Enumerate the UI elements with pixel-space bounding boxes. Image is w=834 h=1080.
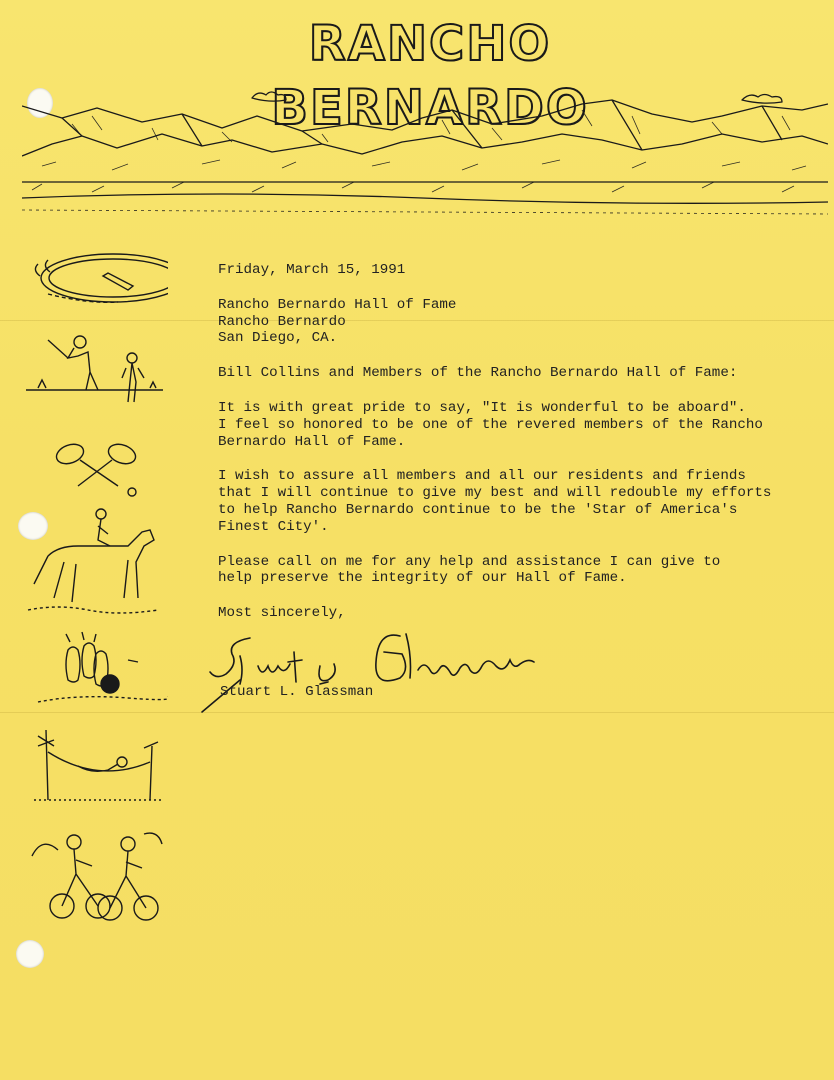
recipient-line: Rancho Bernardo Hall of Fame: [218, 296, 457, 313]
golfers-icon: [18, 328, 168, 422]
swimming-pool-icon: [18, 246, 168, 312]
paragraph: It is with great pride to say, "It is wonderful to be aboard". I feel so honored to be one of the revered members of the Rancho Bernardo Hall of Fame.: [218, 399, 763, 450]
salutation: Bill Collins and Members of the Rancho Bernardo Hall of Fame:: [218, 365, 738, 382]
tennis-rackets-icon: [18, 440, 168, 498]
paragraph: I wish to assure all members and all our residents and friends that I will continue to give my best and will redouble my efforts to help Rancho Bernardo continue to be the 'Star of America's Finest City'.: [218, 468, 772, 535]
letter-body: [218, 262, 818, 622]
recipient-line: San Diego, CA.: [218, 330, 338, 347]
recipient-line: Rancho Bernardo: [218, 313, 346, 330]
punch-hole: [16, 940, 44, 968]
cyclists-icon: [18, 826, 168, 922]
signer-typed-name: Stuart L. Glassman: [220, 684, 374, 700]
hammock-icon: [18, 726, 168, 806]
paragraph: Please call on me for any help and assistance I can give to help preserve the integrity of our Hall of Fame.: [218, 553, 721, 587]
bowling-icon: [18, 630, 168, 716]
closing: Most sincerely,: [218, 605, 346, 622]
handwritten-signature: [200, 626, 560, 716]
horse-rider-icon: [18, 506, 168, 618]
letter-date: Friday, March 15, 1991: [218, 262, 406, 278]
mountain-landscape-illustration: [22, 86, 828, 226]
letterhead-title: RANCHO BERNARDO: [271, 16, 589, 136]
